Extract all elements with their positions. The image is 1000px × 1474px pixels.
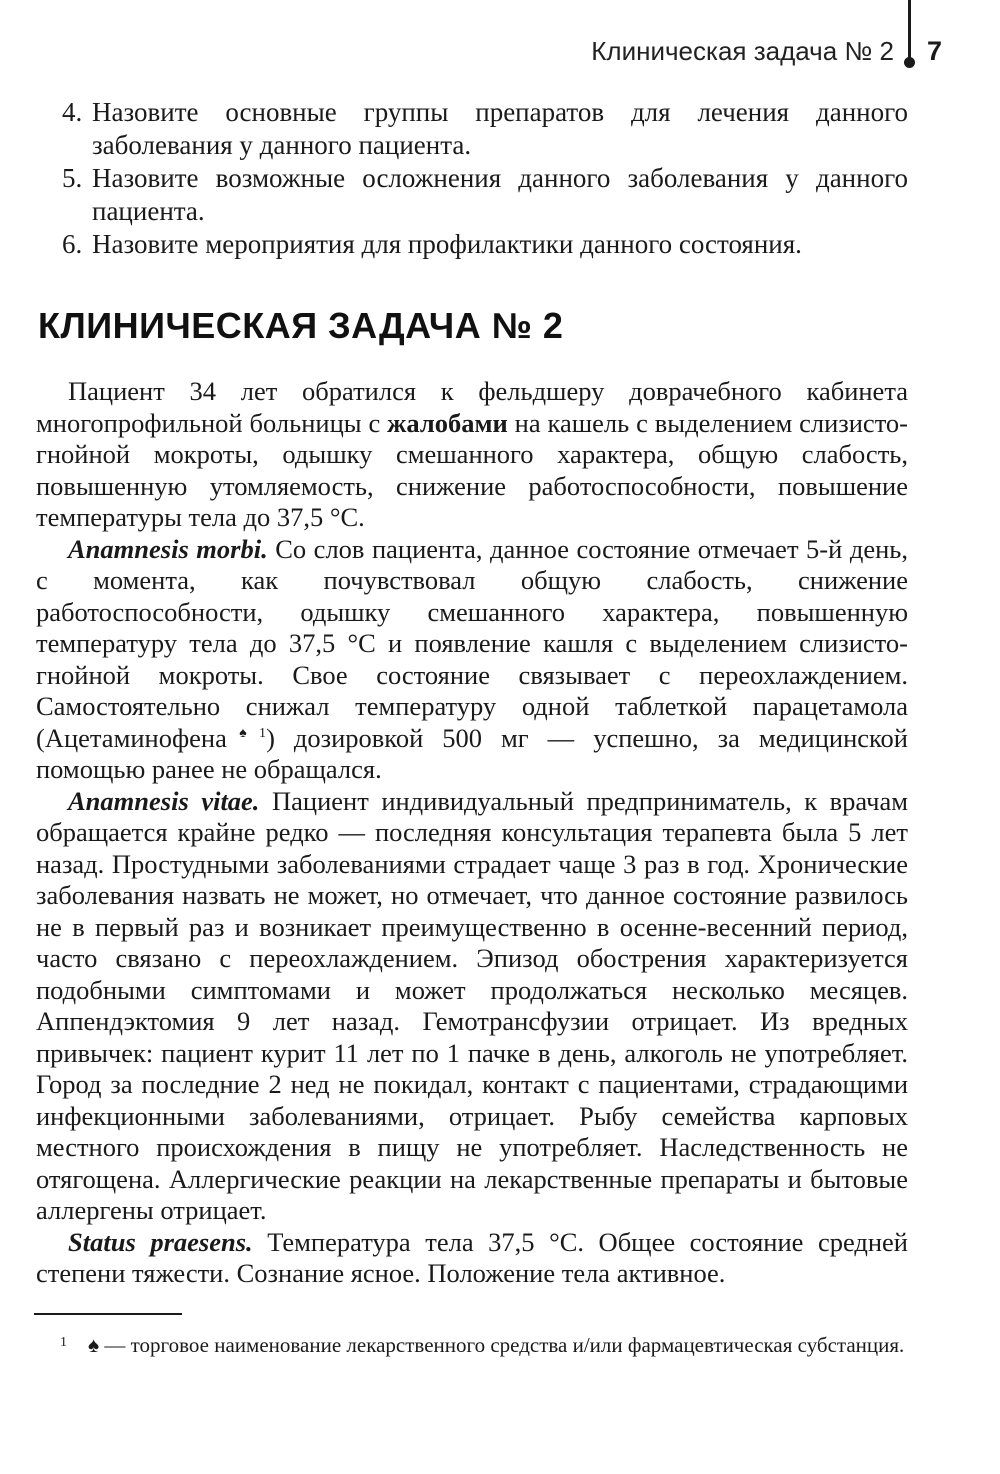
- status-praesens-label: Status praesens.: [68, 1226, 253, 1257]
- anamnesis-vitae-label: Anamnesis vitae.: [68, 785, 260, 816]
- question-item: [62, 96, 908, 162]
- footnote-marker: ♠1: [226, 725, 267, 741]
- status-praesens-paragraph: [36, 1227, 908, 1290]
- divider-dot: [904, 57, 915, 68]
- status-praesens-text: Температура тела 37,5 °С. Общее состояние средней степени тяжести. Сознание ясное. Положение тела активное.: [36, 1226, 908, 1288]
- complaints-keyword: жалобами: [387, 407, 508, 438]
- anamnesis-morbi-text-rest: ) дозировкой 500 мг — успешно, за медицинской помощью ранее не обращался.: [36, 722, 908, 784]
- page-number: 7: [926, 36, 942, 66]
- question-number: 6.: [62, 229, 83, 259]
- footnote: [60, 1330, 938, 1358]
- anamnesis-vitae-text: Пациент индивидуальный предприниматель, к врачам обращается крайне редко — последняя консультация терапевта была 5 лет назад. Простудными заболеваниями страдает чаще 3 раз в год. Хронические заболевания назвать не может, но отмечает, что данное состояние развилось не в первый раз и возникает преимущественно в осенне-весенний период, часто связано с переохлаждением. Эпизод обострения характеризуется подобными симптомами и может продолжаться несколько месяцев. Аппендэктомия 9 лет назад. Гемотрансфузии отрицает. Из вредных привычек: пациент курит 11 лет по 1 пачке в день, алкоголь не употребляет. Город за последние 2 нед не покидал, контакт с пациентами, страдающими инфекционными заболеваниями, отрицает. Рыбу семейства карповых местного происхождения в пищу не употребляет. Наследственность не отягощена. Аллергические реакции на лекарственные препараты и бытовые аллергены отрицает.: [36, 785, 908, 1225]
- section-title: КЛИНИЧЕСКАЯ ЗАДАЧА № 2: [38, 305, 564, 346]
- header-divider: [908, 0, 911, 62]
- anamnesis-morbi-label: Anamnesis morbi.: [68, 533, 268, 564]
- question-text: Назовите возможные осложнения данного заболевания у данного пациента.: [92, 163, 908, 226]
- question-number: 4.: [62, 97, 83, 127]
- question-number: 5.: [62, 163, 83, 193]
- complaints-text-rest: на кашель с выделением слизисто-гнойной мокроты, одышку смешанного характера, общую слабость, повышенную утомляемость, снижение работоспособности, повышение температуры тела до 37,5 °С.: [36, 407, 909, 532]
- anamnesis-morbi-paragraph: [36, 534, 908, 786]
- running-header: [591, 28, 942, 64]
- anamnesis-vitae-paragraph: [36, 786, 908, 1227]
- running-title: Клиническая задача № 2: [591, 36, 894, 66]
- question-list: [62, 96, 908, 261]
- footnote-divider: [34, 1313, 182, 1315]
- case-body: [36, 376, 908, 1290]
- footnote-text: ♠ — торговое наименование лекарственного средства и/или фармацевтическая субстанция.: [88, 1333, 905, 1357]
- complaints-text: Пациент 34 лет обратился к фельдшеру доврачебного кабинета многопрофильной больницы с: [36, 376, 908, 438]
- complaints-paragraph: [36, 376, 908, 534]
- question-item: [62, 228, 908, 261]
- footnote-number: 1: [60, 1335, 67, 1350]
- question-text: Назовите мероприятия для профилактики данного состояния.: [92, 229, 802, 259]
- question-item: [62, 162, 908, 228]
- anamnesis-morbi-text: Со слов пациента, данное состояние отмечает 5-й день, с момента, как почувствовал общую слабость, снижение работоспособности, одышку смешанного характера, повышенную температуру тела до 37,5 °С и появление кашля с выделением слизисто-гнойной мокроты. Свое состояние связывает с переохлаждением. Самостоятельно снижал температуру одной таблеткой парацетамола (Ацетаминофена: [36, 533, 908, 753]
- question-text: Назовите основные группы препаратов для лечения данного заболевания у данного пациента.: [92, 97, 908, 160]
